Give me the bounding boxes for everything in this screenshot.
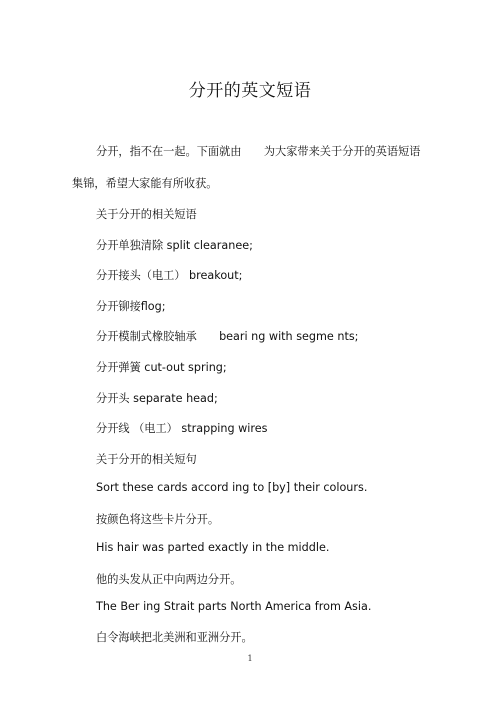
phrase-item: 分开弹簧 cut-out spring; [96,361,227,374]
intro-line-1: 分开，指不在一起。下面就由 为大家带来关于分开的英语短语 [96,145,421,158]
phrase-item: 分开铆接flog; [96,300,166,313]
phrase-item: 分开线 （电工） strapping wires [96,422,268,435]
sentence-chinese: 白令海峡把北美洲和亚洲分开。 [96,631,253,644]
phrase-item: 分开单独清除 split clearanee; [96,239,253,252]
phrase-item: 分开头 separate head; [96,392,218,405]
sentences-heading: 关于分开的相关短句 [96,453,197,466]
intro-line-2: 集锦，希望大家能有所收获。 [72,177,218,190]
sentence-english: The Ber ing Strait parts North America from Asia. [96,600,372,613]
phrase-item: 分开接头（电工） breakout; [96,269,243,282]
document-title: 分开的英文短语 [188,81,312,101]
phrase-item: 分开模制式橡胶轴承 beari ng with segme nts; [96,330,359,343]
sentence-chinese: 按颜色将这些卡片分开。 [96,513,220,526]
page-number: 1 [247,654,253,663]
sentence-english: His hair was parted exactly in the middle. [96,541,330,554]
sentence-english: Sort these cards accord ing to [by] their colours. [96,481,368,494]
phrases-heading: 关于分开的相关短语 [96,208,197,221]
sentence-chinese: 他的头发从正中向两边分开。 [96,573,242,586]
